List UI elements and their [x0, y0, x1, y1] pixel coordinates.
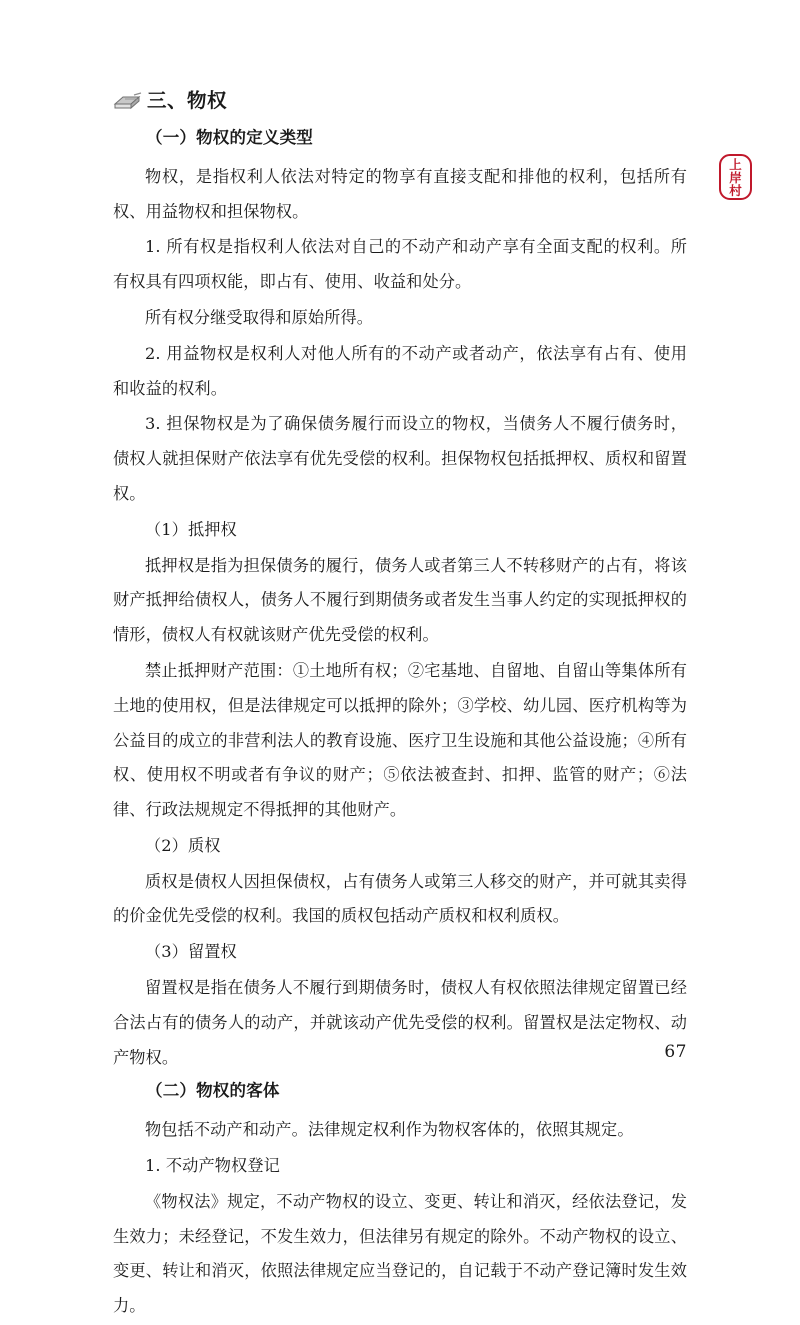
- paragraph: 物包括不动产和动产。法律规定权利作为物权客体的，依照其规定。: [145, 1120, 634, 1140]
- paragraph: 2. 用益物权是权利人对他人所有的不动产或者动产，依法享有占有、使用和收益的权利。: [113, 343, 687, 398]
- page-number: 67: [664, 1042, 687, 1062]
- paragraph: 质权是债权人因担保债权，占有债务人或第三人移交的财产，并可就其卖得的价金优先受偿的权利。我国的质权包括动产质权和权利质权。: [113, 871, 687, 926]
- seal-char-2: 岸: [729, 169, 742, 185]
- paragraph: 3. 担保物权是为了确保债务履行而设立的物权，当债务人不履行债务时，债权人就担保财产依法享有优先受偿的权利。担保物权包括抵押权、质权和留置权。: [113, 414, 687, 503]
- paragraph: 1. 所有权是指权利人依法对自己的不动产和动产享有全面支配的权利。所有权具有四项权能，即占有、使用、收益和处分。: [113, 237, 687, 292]
- seal-characters: [719, 154, 752, 200]
- paragraph-prohibited-list: 禁止抵押财产范围：①土地所有权；②宅基地、自留地、自留山等集体所有土地的使用权，但是法律规定可以抵押的除外；③学校、幼儿园、医疗机构等为公益目的成立的非营利法人的教育设施、医疗卫生设施和其他公益设施；④所有权、使用权不明或者有争议的财产；⑤依法被查封、扣押、监管的财产；⑥法律、行政法规规定不得抵押的其他财产。: [113, 660, 687, 820]
- paragraph: 抵押权是指为担保债务的履行，债务人或者第三人不转移财产的占有，将该财产抵押给债权人，债务人不履行到期债务或者发生当事人约定的实现抵押权的情形，债权人有权就该财产优先受偿的权利。: [113, 555, 687, 645]
- seal-char-1: 上: [729, 156, 742, 172]
- item-label-pledge: （2）质权: [145, 835, 221, 855]
- subsection-heading-1: （一）物权的定义类型: [146, 128, 313, 147]
- subsection-heading-2: （二）物权的客体: [146, 1081, 280, 1101]
- section-title: 三、物权: [147, 89, 228, 113]
- page-content: [113, 88, 687, 1325]
- paragraph: 所有权分继受取得和原始所得。: [145, 307, 374, 327]
- book-icon: [113, 91, 143, 111]
- paragraph: 物权，是指权利人依法对特定的物享有直接支配和排他的权利，包括所有权、用益物权和担保物权。: [113, 166, 687, 221]
- seal-char-3: 村: [729, 182, 742, 198]
- paragraph: 留置权是指在债务人不履行到期债务时，债权人有权依照法律规定留置已经合法占有的债务人的动产，并就该动产优先受偿的权利。留置权是法定物权、动产物权。: [113, 978, 687, 1067]
- red-seal-stamp: [719, 154, 752, 200]
- section-heading: [113, 88, 687, 114]
- item-label-lien: （3）留置权: [145, 942, 237, 962]
- item-label-mortgage: （1）抵押权: [145, 519, 237, 539]
- paragraph: 《物权法》规定，不动产物权的设立、变更、转让和消灭，经依法登记，发生效力；未经登记，不发生效力，但法律另有规定的除外。不动产物权的设立、变更、转让和消灭，依照法律规定应当登记的，自记载于不动产登记簿时发生效力。: [113, 1191, 687, 1316]
- item-label-registration: 1. 不动产物权登记: [145, 1156, 280, 1176]
